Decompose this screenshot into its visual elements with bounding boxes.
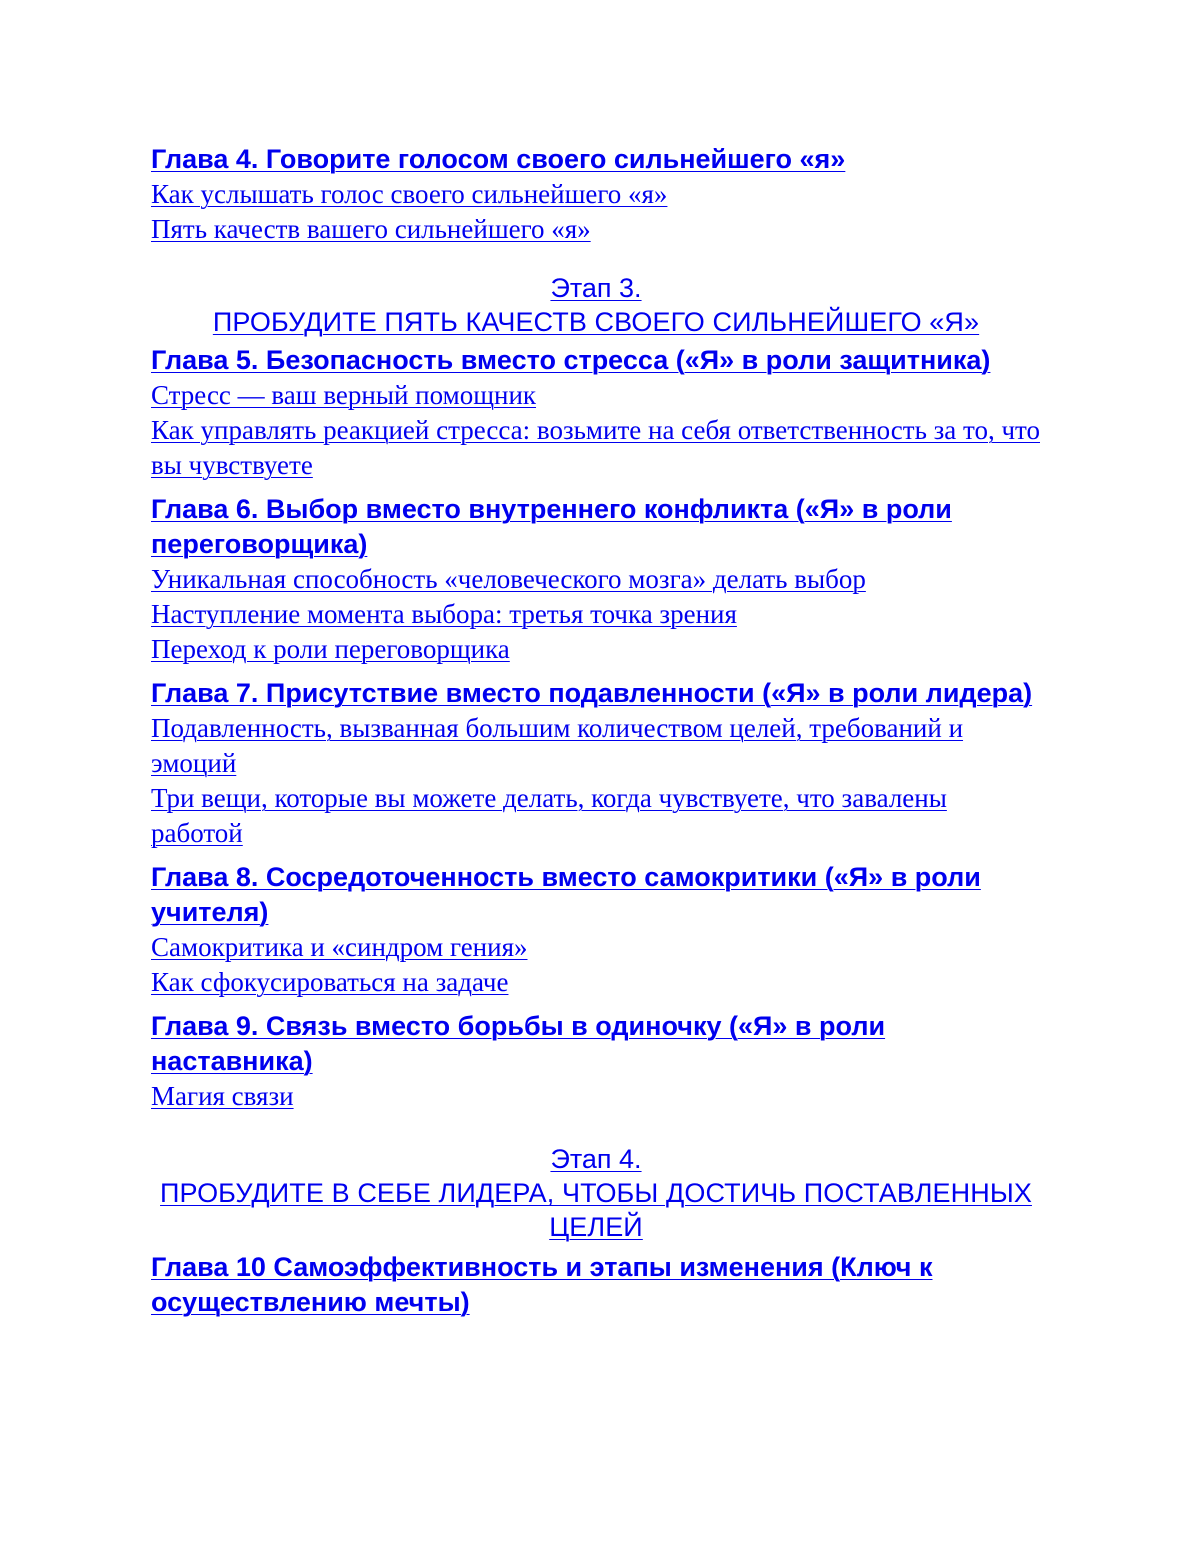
chapter-8-link[interactable]: Глава 8. Сосредоточенность вместо самокритики («Я» в роли учителя) [151,862,981,927]
chapter-4-link[interactable]: Глава 4. Говорите голосом своего сильнейшего «я» [151,144,846,174]
chapter-9-link[interactable]: Глава 9. Связь вместо борьбы в одиночку («Я» в роли наставника) [151,1011,886,1076]
stage-4-heading [151,1142,1041,1244]
chapter-4-item-2-link[interactable]: Пять качеств вашего сильнейшего «я» [151,214,591,244]
chapter-7-item-1-link[interactable]: Подавленность, вызванная большим количеством целей, требований и эмоций [151,713,964,778]
chapter-10-link[interactable]: Глава 10 Самоэффективность и этапы изменения (Ключ к осуществлению мечты) [151,1252,933,1317]
chapter-5-link[interactable]: Глава 5. Безопасность вместо стресса («Я» в роли защитника) [151,345,991,375]
stage-4-title-link[interactable]: ПРОБУДИТЕ В СЕБЕ ЛИДЕРА, ЧТОБЫ ДОСТИЧЬ ПОСТАВЛЕННЫХ ЦЕЛЕЙ [160,1178,1032,1242]
chapter-5-item-2-link[interactable]: Как управлять реакцией стресса: возьмите на себя ответственность за то, что вы чувствуете [151,415,1040,480]
chapter-6-item-1-link[interactable]: Уникальная способность «человеческого мозга» делать выбор [151,564,866,594]
chapter-9-item-1-link[interactable]: Магия связи [151,1081,294,1111]
chapter-4-item-1-link[interactable]: Как услышать голос своего сильнейшего «я» [151,179,668,209]
table-of-contents [151,142,1041,1320]
chapter-7-item-2-link[interactable]: Три вещи, которые вы можете делать, когда чувствуете, что завалены работой [151,783,947,848]
stage-3-label-link[interactable]: Этап 3. [550,273,642,303]
chapter-8-item-2-link[interactable]: Как сфокусироваться на задаче [151,967,509,997]
chapter-7-link[interactable]: Глава 7. Присутствие вместо подавленности («Я» в роли лидера) [151,678,1033,708]
chapter-6-link[interactable]: Глава 6. Выбор вместо внутреннего конфликта («Я» в роли переговорщика) [151,494,952,559]
stage-3-heading [151,271,1041,339]
chapter-5-item-1-link[interactable]: Стресс — ваш верный помощник [151,380,537,410]
chapter-6-item-3-link[interactable]: Переход к роли переговорщика [151,634,510,664]
stage-4-label-link[interactable]: Этап 4. [550,1144,642,1174]
stage-3-title-link[interactable]: ПРОБУДИТЕ ПЯТЬ КАЧЕСТВ СВОЕГО СИЛЬНЕЙШЕГО «Я» [212,307,980,337]
chapter-6-item-2-link[interactable]: Наступление момента выбора: третья точка зрения [151,599,737,629]
chapter-8-item-1-link[interactable]: Самокритика и «синдром гения» [151,932,528,962]
